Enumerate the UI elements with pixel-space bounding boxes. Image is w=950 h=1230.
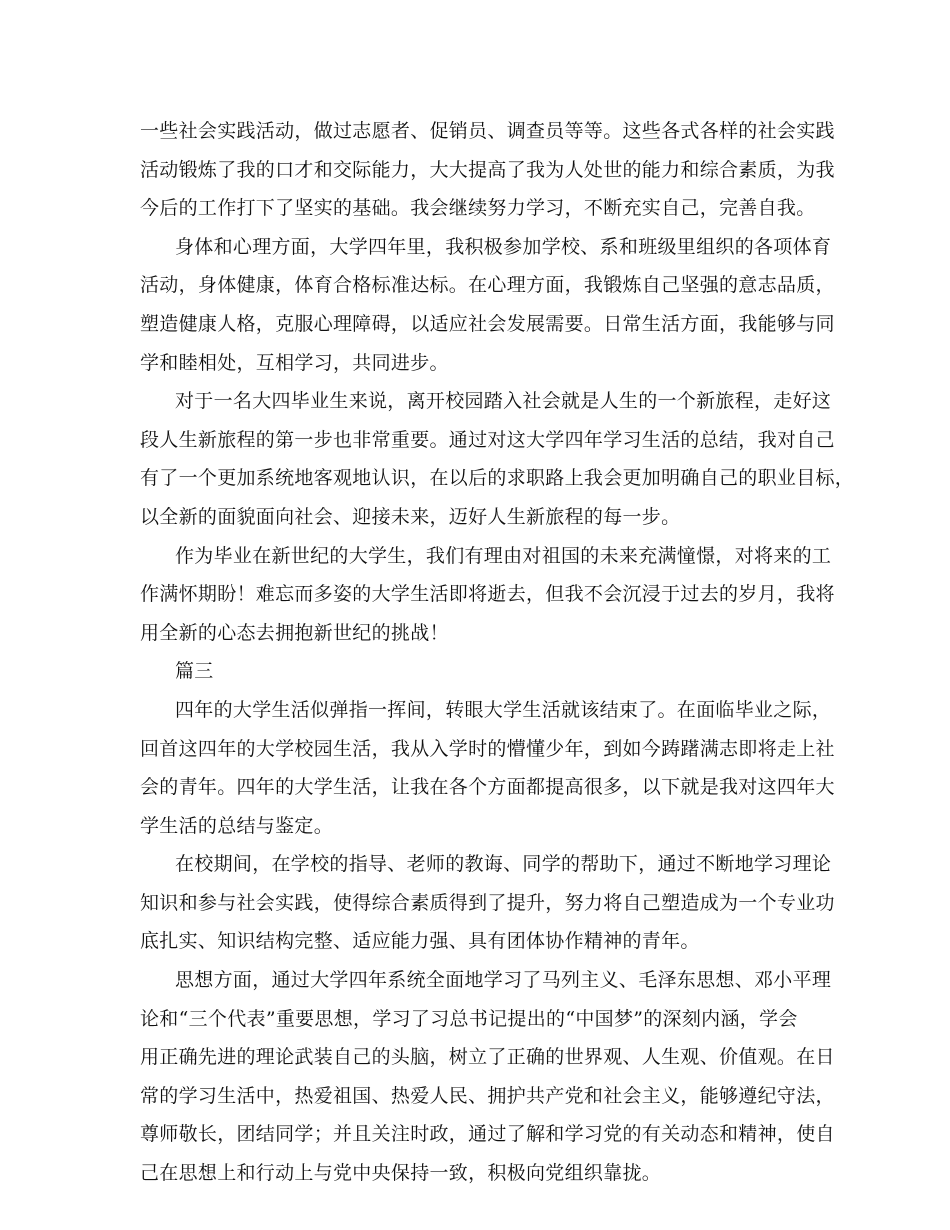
text-line: 思想方面，通过大学四年系统全面地学习了马列主义、毛泽东思想、邓小平理 <box>175 969 832 992</box>
text-line: 己在思想上和行动上与党中央保持一致，积极向党组织靠拢。 <box>140 1162 662 1185</box>
text-line: 学生活的总结与鉴定。 <box>140 814 334 837</box>
text-line: 论和“三个代表”重要思想，学习了习总书记提出的“中国梦”的深刻内涵，学会 <box>140 1007 798 1030</box>
text-line: 一些社会实践活动，做过志愿者、促销员、调查员等等。这些各式各样的社会实践 <box>140 120 835 142</box>
text-line: 段人生新旅程的第一步也非常重要。通过对这大学四年学习生活的总结，我对自己 <box>140 428 835 451</box>
text-line: 篇三 <box>175 660 214 683</box>
text-line: 作满怀期盼！难忘而多姿的大学生活即将逝去，但我不会沉浸于过去的岁月，我将 <box>140 583 835 606</box>
text-line: 今后的工作打下了坚实的基础。我会继续努力学习，不断充实自己，完善自我。 <box>140 197 816 220</box>
text-line: 尊师敬长，团结同学；并且关注时政，通过了解和学习党的有关动态和精神，使自 <box>140 1123 835 1146</box>
text-line: 以全新的面貌面向社会、迎接未来，迈好人生新旅程的每一步。 <box>140 505 681 528</box>
text-line: 四年的大学生活似弹指一挥间，转眼大学生活就该结束了。在面临毕业之际， <box>175 698 832 721</box>
text-line: 有了一个更加系统地客观地认识，在以后的求职路上我会更加明确自己的职业目标， <box>140 467 855 490</box>
text-line: 知识和参与社会实践，使得综合素质得到了提升，努力将自己塑造成为一个专业功 <box>140 891 835 914</box>
text-line: 用全新的心态去拥抱新世纪的挑战！ <box>140 621 449 644</box>
text-line: 学和睦相处，互相学习，共同进步。 <box>140 351 449 374</box>
text-line: 活动，身体健康，体育合格标准达标。在心理方面，我锻炼自己坚强的意志品质， <box>140 274 835 297</box>
text-line: 身体和心理方面，大学四年里，我积极参加学校、系和班级里组织的各项体育 <box>175 235 832 258</box>
text-line: 作为毕业在新世纪的大学生，我们有理由对祖国的未来充满憧憬，对将来的工 <box>175 544 832 567</box>
text-line: 对于一名大四毕业生来说，离开校园踏入社会就是人生的一个新旅程，走好这 <box>175 390 832 413</box>
document-body <box>140 112 855 1193</box>
text-line: 常的学习生活中，热爱祖国、热爱人民、拥护共产党和社会主义，能够遵纪守法， <box>140 1084 835 1107</box>
text-line: 会的青年。四年的大学生活，让我在各个方面都提高很多，以下就是我对这四年大 <box>140 776 835 799</box>
text-line: 塑造健康人格，克服心理障碍，以适应社会发展需要。日常生活方面，我能够与同 <box>140 312 835 335</box>
text-line: 在校期间，在学校的指导、老师的教诲、同学的帮助下，通过不断地学习理论 <box>175 853 832 876</box>
text-line: 底扎实、知识结构完整、适应能力强、具有团体协作精神的青年。 <box>140 930 700 953</box>
text-line: 用正确先进的理论武装自己的头脑，树立了正确的世界观、人生观、价值观。在日 <box>140 1046 835 1069</box>
text-line: 活动锻炼了我的口才和交际能力，大大提高了我为人处世的能力和综合素质，为我 <box>140 158 835 181</box>
text-line: 回首这四年的大学校园生活，我从入学时的懵懂少年，到如今踌躇满志即将走上社 <box>140 737 835 760</box>
